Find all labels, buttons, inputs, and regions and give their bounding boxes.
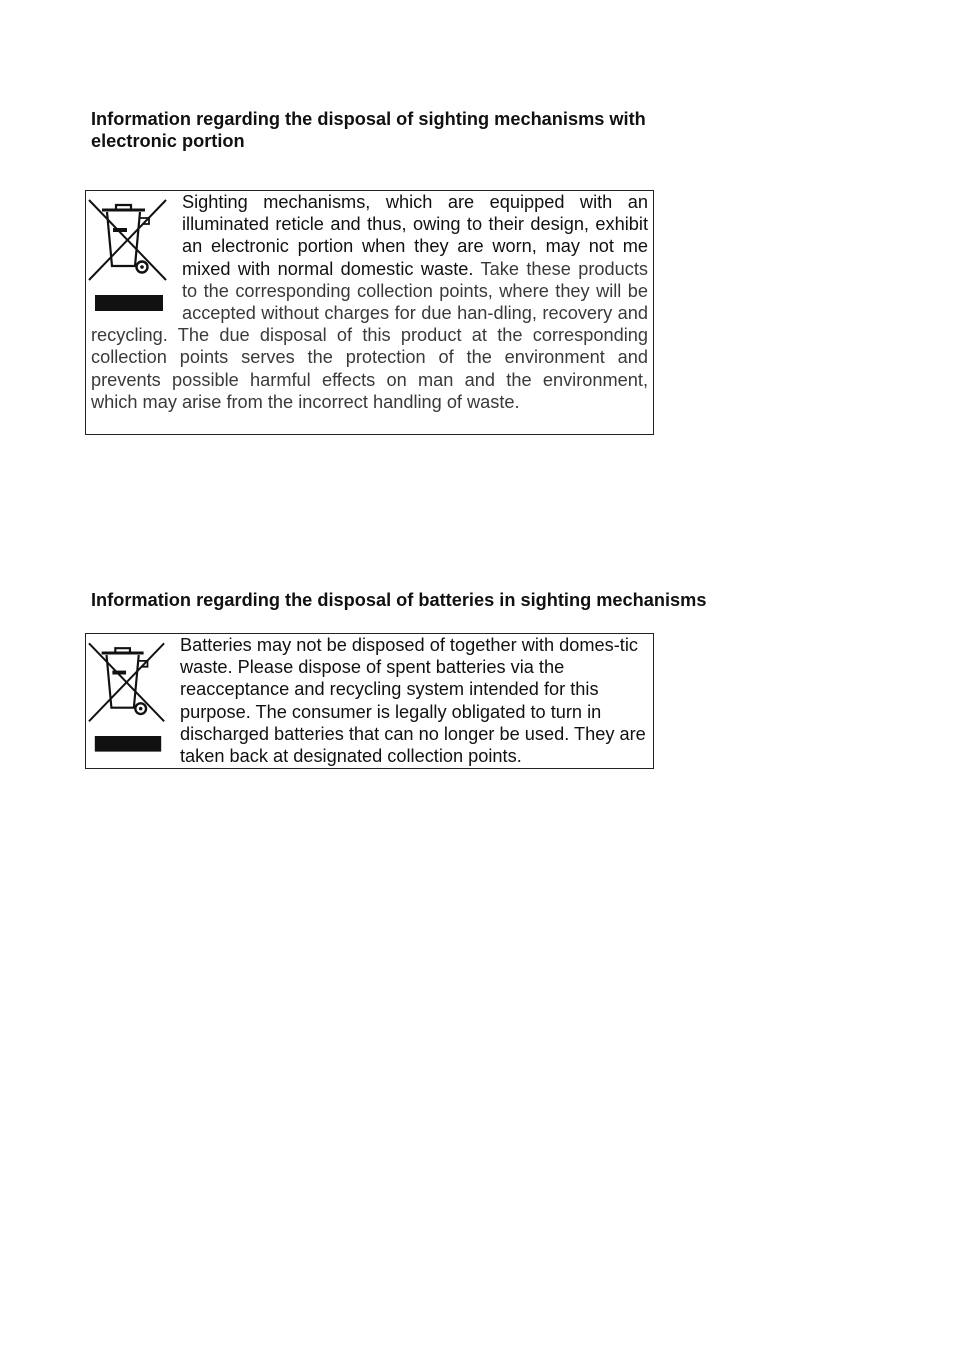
electronic-disposal-text-part1: Sighting mechanisms, which are equipped with an illuminated reticle and thus, owing to their design, exhibit an electronic portion when they are worn, may not me mixed with normal domestic waste. xyxy=(182,192,648,279)
battery-disposal-text: Batteries may not be disposed of together with domes-tic waste. Please dispose of spent batteries via the reacceptance and recycling system intended for this purpose. The consumer is legally obligated to turn in discharged batteries that can no longer be used. They are taken back at designated collection points. xyxy=(180,635,646,767)
battery-disposal-notice xyxy=(85,633,654,769)
electronic-disposal-text-part2: Take these products to the corresponding collection points, where they will be accepted without charges for due han-dling, recovery and recycling. The due disposal of this product at the corresponding collection points serves the protection of the environment and prevents possible harmful effects on man and the environment, which may arise from the incorrect handling of waste. xyxy=(91,258,648,412)
crossed-out-wheelie-bin-icon xyxy=(87,637,169,753)
electronic-disposal-notice xyxy=(85,190,654,435)
section-heading-battery-disposal: Information regarding the disposal of batteries in sighting mechanisms xyxy=(91,590,707,610)
section-heading-electronic-disposal: Information regarding the disposal of sighting mechanisms with electronic portion xyxy=(91,109,646,151)
electronic-disposal-text xyxy=(91,191,648,413)
crossed-out-wheelie-bin-icon xyxy=(87,194,171,312)
